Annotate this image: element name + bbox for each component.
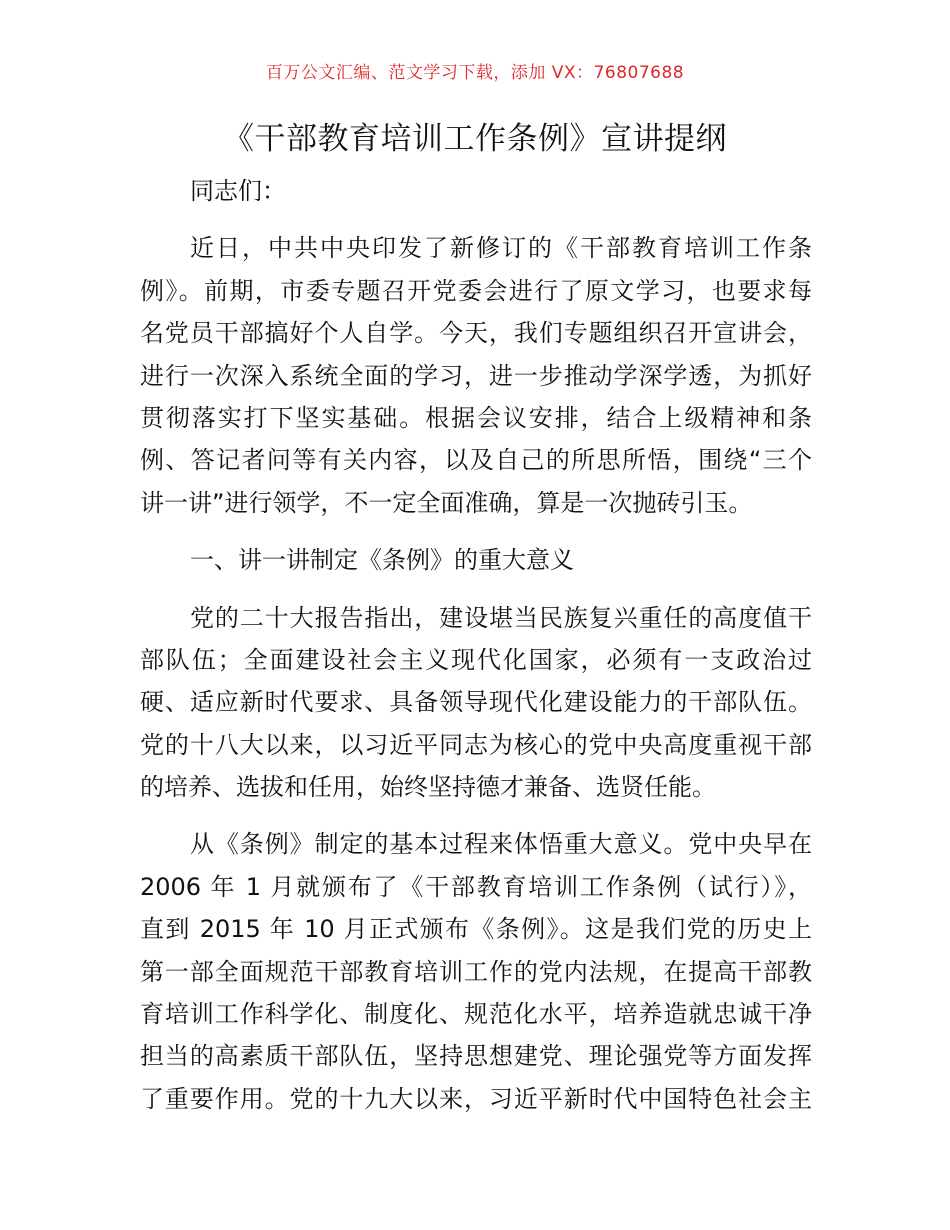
salutation: 同志们：	[190, 177, 286, 205]
paragraph-line: 贯彻落实打下坚实基础。根据会议安排，结合上级精神和条	[140, 403, 812, 432]
paragraph-intro	[140, 227, 812, 524]
paragraph-line: 直到 2015 年 10 月正式颁布《条例》。这是我们党的历史上	[140, 915, 812, 944]
paragraph-line: 担当的高素质干部队伍，坚持思想建党、理论强党等方面发挥	[140, 1042, 812, 1071]
paragraph-line: 第一部全面规范干部教育培训工作的党内法规，在提高干部教	[140, 957, 812, 986]
paragraph-line: 例》。前期，市委专题召开党委会进行了原文学习，也要求每	[140, 276, 812, 305]
paragraph-report	[140, 597, 812, 809]
paragraph-line: 了重要作用。党的十九大以来，习近平新时代中国特色社会主	[140, 1084, 812, 1113]
section-heading-text: 一、讲一讲制定《条例》的重大意义	[190, 546, 574, 575]
paragraph-line: 党的十八大以来，以习近平同志为核心的党中央高度重视干部	[140, 730, 812, 759]
paragraph-line: 近日，中共中央印发了新修订的《干部教育培训工作条	[190, 234, 812, 263]
paragraph-line: 党的二十大报告指出，建设堪当民族复兴重任的高度值干	[190, 603, 812, 632]
paragraph-line: 的培养、选拔和任用，始终坚持德才兼备、选贤任能。	[140, 773, 716, 802]
document-body	[140, 170, 812, 1120]
paragraph-line: 硬、适应新时代要求、具备领导现代化建设能力的干部队伍。	[140, 688, 812, 717]
paragraph-line: 2006 年 1 月就颁布了《干部教育培训工作条例（试行）》，	[140, 872, 812, 901]
watermark-contact: 百万公文汇编、范文学习下载，添加 VX：76807688	[265, 63, 685, 83]
document-title: 《干部教育培训工作条例》宣讲提纲	[223, 121, 727, 157]
paragraph-line: 讲一讲”进行领学，不一定全面准确，算是一次抛砖引玉。	[140, 488, 753, 517]
paragraph-line: 从《条例》制定的基本过程来体悟重大意义。党中央早在	[190, 830, 812, 859]
paragraph-line: 例、答记者问等有关内容，以及自己的所思所悟，围绕“三个	[140, 446, 812, 475]
paragraph-line: 进行一次深入系统全面的学习，进一步推动学深学透，为抓好	[140, 361, 812, 390]
section-heading-1	[140, 539, 812, 581]
paragraph-line: 名党员干部搞好个人自学。今天，我们专题组织召开宣讲会，	[140, 319, 812, 348]
paragraph-history	[140, 823, 812, 1120]
paragraph-line: 部队伍；全面建设社会主义现代化国家，必须有一支政治过	[140, 645, 812, 674]
paragraph-line: 育培训工作科学化、制度化、规范化水平，培养造就忠诚干净	[140, 1000, 812, 1029]
